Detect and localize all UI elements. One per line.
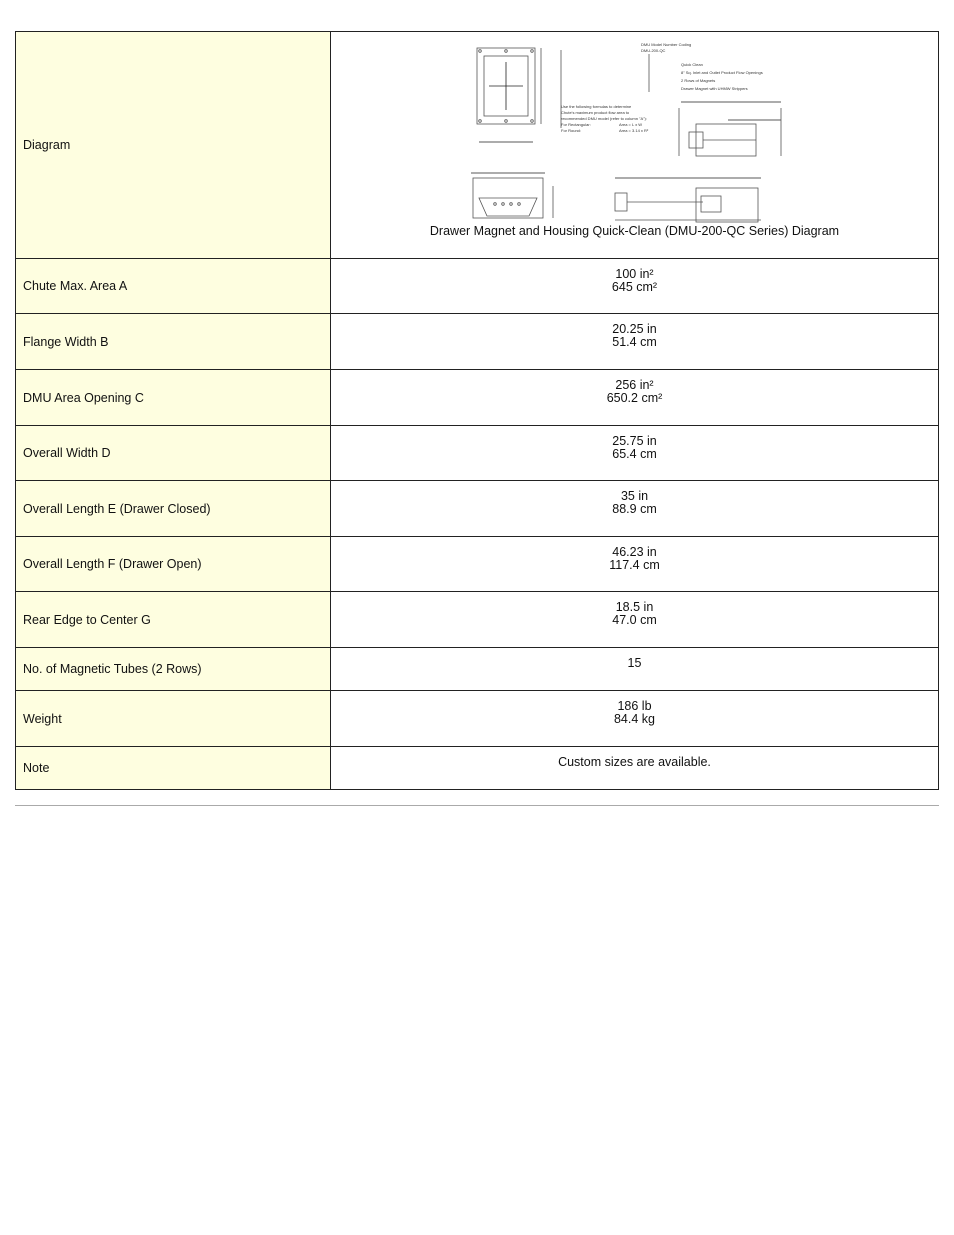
divider <box>15 805 939 806</box>
formula-line-5: For Round: <box>561 128 582 133</box>
table-row <box>16 259 939 314</box>
value-imperial: 25.75 in <box>612 434 657 448</box>
value-metric: 51.4 cm <box>612 335 657 349</box>
row-value <box>331 691 939 747</box>
formula-line-2: Chute's maximum product flow area to <box>561 110 630 115</box>
table-row <box>16 370 939 426</box>
value-metric: 645 cm² <box>611 280 658 294</box>
row-label: Overall Length F (Drawer Open) <box>16 537 331 592</box>
row-label: No. of Magnetic Tubes (2 Rows) <box>16 648 331 691</box>
row-value <box>331 259 939 314</box>
row-label: Note <box>16 747 331 790</box>
value-imperial: 35 in <box>620 489 649 503</box>
table-row <box>16 32 939 259</box>
coding-line-3: 2 Rows of Magnets <box>681 78 716 83</box>
note-text: Custom sizes are available. <box>558 755 711 769</box>
formula-value-1: Area = L x W <box>619 122 643 127</box>
value-imperial: 100 in² <box>615 267 654 281</box>
value-metric: 47.0 cm <box>612 613 657 627</box>
value-imperial: 256 in² <box>615 378 654 392</box>
formula-line-1: Use the following formulas to determine <box>561 104 632 109</box>
coding-line-2: 8" Sq. Inlet and Outlet Product Flow Openings <box>681 70 763 75</box>
value-imperial: 46.23 in <box>612 545 657 559</box>
coding-line-1: Quick Clean <box>681 62 703 67</box>
row-label: Chute Max. Area A <box>16 259 331 314</box>
row-label: Overall Width D <box>16 426 331 481</box>
value-metric: 117.4 cm <box>609 558 660 572</box>
coding-model: DMU-200-QC <box>641 48 666 53</box>
coding-line-4: Drawer Magnet with UHMW Strippers <box>681 86 748 91</box>
table-row <box>16 691 939 747</box>
spec-table <box>15 31 939 790</box>
row-label: Flange Width B <box>16 314 331 370</box>
dmu-diagram-image <box>471 38 811 228</box>
row-value <box>331 747 939 790</box>
table-row <box>16 592 939 648</box>
row-value <box>331 426 939 481</box>
row-label: DMU Area Opening C <box>16 370 331 426</box>
diagram-caption: Drawer Magnet and Housing Quick-Clean (DMU-200-QC Series) Diagram <box>429 224 840 238</box>
row-value <box>331 370 939 426</box>
diagram-cell <box>331 32 939 259</box>
table-row <box>16 747 939 790</box>
row-value <box>331 314 939 370</box>
value-count: 15 <box>627 656 642 670</box>
table-row <box>16 648 939 691</box>
row-value <box>331 648 939 691</box>
formula-value-2: Area = 3.14 x R² <box>619 128 649 133</box>
row-value <box>331 537 939 592</box>
table-row <box>16 426 939 481</box>
row-label: Rear Edge to Center G <box>16 592 331 648</box>
table-row <box>16 314 939 370</box>
formula-line-4: For Rectangular: <box>561 122 591 127</box>
value-imperial: 186 lb <box>617 699 652 713</box>
row-value <box>331 481 939 537</box>
value-metric: 84.4 kg <box>613 712 655 726</box>
coding-title: DMU Model Number Coding <box>641 42 692 47</box>
row-label: Overall Length E (Drawer Closed) <box>16 481 331 537</box>
row-label: Weight <box>16 691 331 747</box>
value-imperial: 20.25 in <box>612 322 657 336</box>
table-row <box>16 481 939 537</box>
row-label: Diagram <box>16 32 331 259</box>
value-metric: 650.2 cm² <box>606 391 663 405</box>
row-value <box>331 592 939 648</box>
value-imperial: 18.5 in <box>615 600 654 614</box>
value-metric: 88.9 cm <box>612 502 657 516</box>
table-row <box>16 537 939 592</box>
value-metric: 65.4 cm <box>612 447 657 461</box>
formula-line-3: recommended DMU model (refer to column "A"): <box>561 116 647 121</box>
